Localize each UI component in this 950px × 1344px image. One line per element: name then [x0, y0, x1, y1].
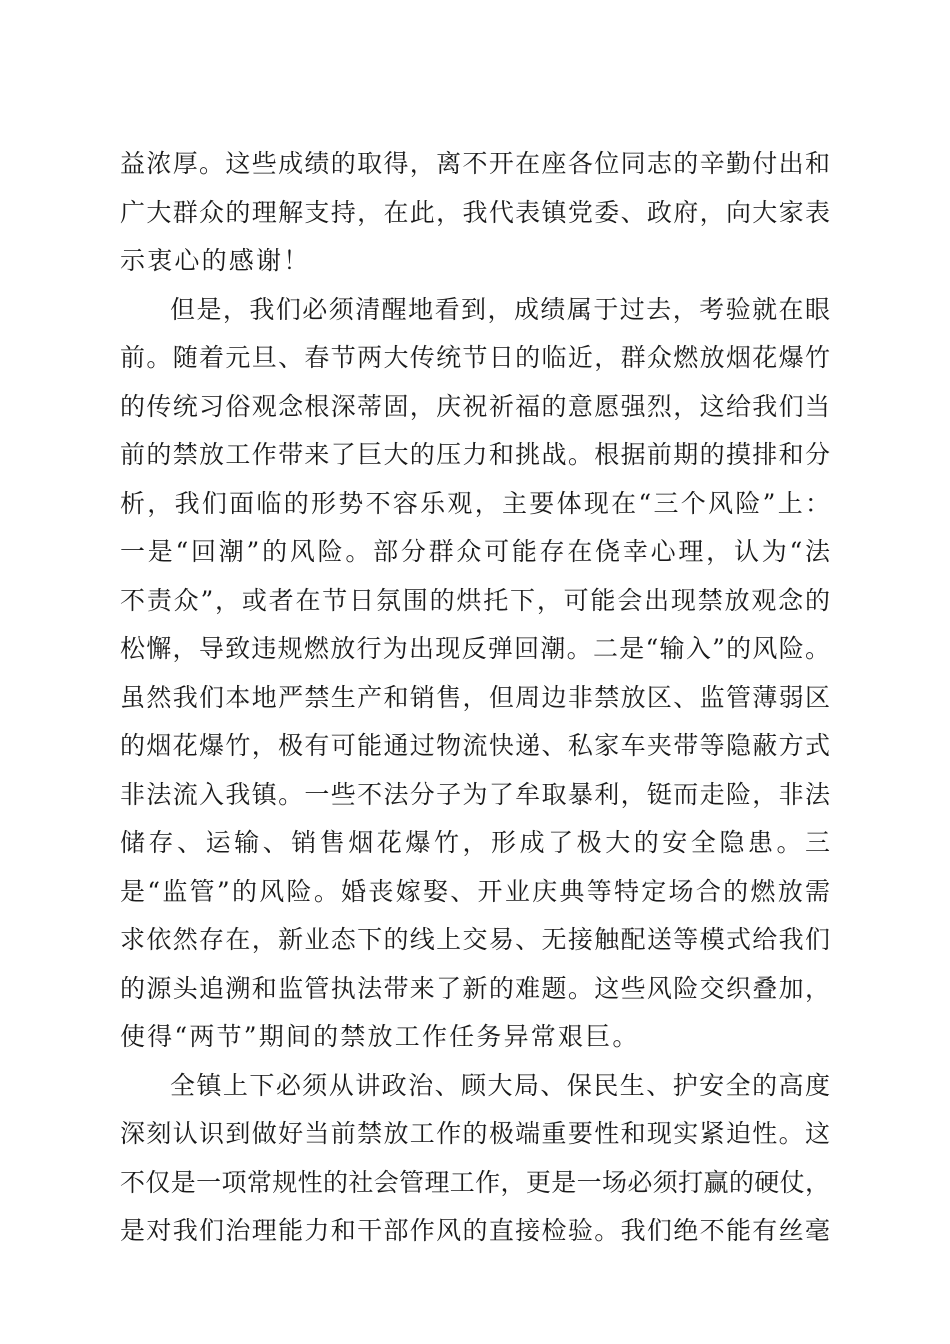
text-line: 的源头追溯和监管执法带来了新的难题。这些风险交织叠加，: [120, 973, 830, 1003]
text-line: 前的禁放工作带来了巨大的压力和挑战。根据前期的摸排和分: [120, 440, 830, 469]
text-line: 示衷心的感谢！: [120, 246, 311, 275]
text-line: 一是“回潮”的风险。部分群众可能存在侥幸心理，认为“法: [120, 537, 830, 566]
text-line: 使得“两节”期间的禁放工作任务异常艰巨。: [120, 1022, 640, 1051]
text-line: 的传统习俗观念根深蒂固，庆祝祈福的意愿强烈，这给我们当: [120, 391, 830, 421]
text-line: 不责众”，或者在节日氛围的烘托下，可能会出现禁放观念的: [120, 585, 830, 615]
text-line: 益浓厚。这些成绩的取得，离不开在座各位同志的辛勤付出和: [120, 149, 830, 178]
text-line: 析，我们面临的形势不容乐观，主要体现在“三个风险”上：: [120, 488, 830, 518]
text-line: 前。随着元旦、春节两大传统节日的临近，群众燃放烟花爆竹: [120, 343, 830, 372]
text-line: 深刻认识到做好当前禁放工作的极端重要性和现实紧迫性。这: [120, 1119, 830, 1148]
text-line: 是“监管”的风险。婚丧嫁娶、开业庆典等特定场合的燃放需: [120, 876, 830, 906]
text-line: 求依然存在，新业态下的线上交易、无接触配送等模式给我们: [120, 925, 830, 954]
text-line: 全镇上下必须从讲政治、顾大局、保民生、护安全的高度: [170, 1070, 830, 1100]
body-text: [120, 140, 830, 1256]
text-line: 非法流入我镇。一些不法分子为了牟取暴利，铤而走险，非法: [120, 779, 830, 809]
text-line: 但是，我们必须清醒地看到，成绩属于过去，考验就在眼: [170, 294, 830, 324]
text-line: 广大群众的理解支持，在此，我代表镇党委、政府，向大家表: [120, 197, 830, 227]
text-line: 的烟花爆竹，极有可能通过物流快递、私家车夹带等隐蔽方式: [120, 731, 830, 760]
text-line: 储存、运输、销售烟花爆竹，形成了极大的安全隐患。三: [120, 828, 830, 857]
text-line: 是对我们治理能力和干部作风的直接检验。我们绝不能有丝毫: [120, 1216, 830, 1245]
text-line: 不仅是一项常规性的社会管理工作，更是一场必须打赢的硬仗，: [120, 1167, 830, 1197]
text-line: 虽然我们本地严禁生产和销售，但周边非禁放区、监管薄弱区: [120, 682, 830, 712]
text-line: 松懈，导致违规燃放行为出现反弹回潮。二是“输入”的风险。: [120, 634, 830, 663]
